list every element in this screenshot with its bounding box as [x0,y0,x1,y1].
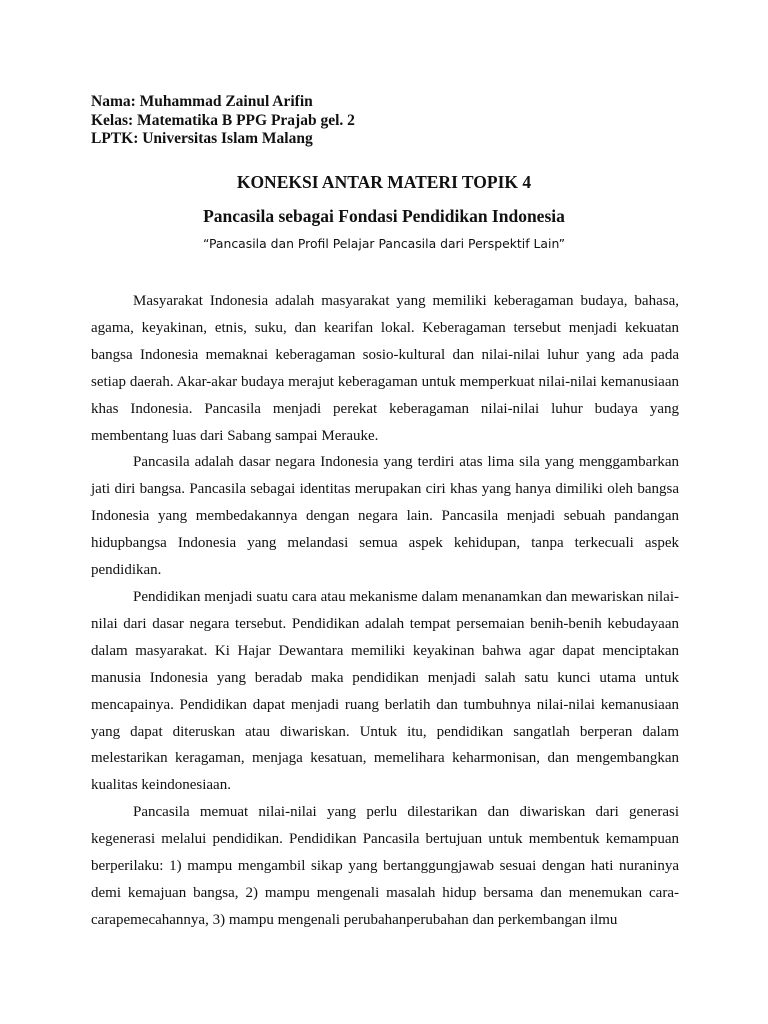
student-info [91,93,355,149]
document-quote: “Pancasila dan Profil Pelajar Pancasila dari Perspektif Lain” [202,236,566,251]
document-title: KONEKSI ANTAR MATERI TOPIK 4 [236,172,532,192]
document-subtitle: Pancasila sebagai Fondasi Pendidikan Indonesia [203,206,565,226]
paragraph: Pancasila adalah dasar negara Indonesia yang terdiri atas lima sila yang menggambarkan jati diri bangsa. Pancasila sebagai identitas merupakan ciri khas yang hanya dimiliki oleh bangsa Indonesia yang membedakannya dengan negara lain. Pancasila menjadi sebuah pandangan hidupbangsa Indonesia yang melandasi semua aspek kehidupan, tanpa terkecuali aspek pendidikan. [91,454,679,579]
paragraph: Pancasila memuat nilai-nilai yang perlu dilestarikan dan diwariskan dari generasi kegenerasi melalui pendidikan. Pendidikan Pancasila bertujuan untuk membentuk kemampuan berperilaku: 1) mampu mengambil sikap yang bertanggungjawab sesuai dengan hati nuraninya demi kemajuan bangsa, 2) mampu mengenali masalah hidup bersama dan menemukan cara-carapemecahannya, 3) mampu mengenali perubahanperubahan dan perkembangan ilmu [91,804,679,928]
student-class: Kelas: Matematika B PPG Prajab gel. 2 [91,111,355,129]
student-name: Nama: Muhammad Zainul Arifin [91,93,313,110]
student-lptk: LPTK: Universitas Islam Malang [91,130,313,147]
paragraph: Pendidikan menjadi suatu cara atau mekanisme dalam menanamkan dan mewariskan nilai-nilai dari dasar negara tersebut. Pendidikan adalah tempat persemaian benih-benih kebudayaan dalam masyarakat. Ki Hajar Dewantara memiliki keyakinan bahwa agar dapat menciptakan manusia Indonesia yang beradab maka pendidikan menjadi salah satu kunci utama untuk mencapainya. Pendidikan dapat menjadi ruang berlatih dan tumbuhnya nilai-nilai kemanusiaan yang dapat diteruskan atau diwariskan. Untuk itu, pendidikan sangatlah berperan dalam melestarikan keragaman, menjaga kesatuan, memelihara keharmonisan, dan mengembangkan kualitas keindonesiaan. [91,588,679,794]
paragraph: Masyarakat Indonesia adalah masyarakat yang memiliki keberagaman budaya, bahasa, agama, keyakinan, etnis, suku, dan kearifan lokal. Keberagaman tersebut menjadi kekuatan bangsa Indonesia memaknai keberagaman sosio-kultural dan nilai-nilai luhur yang ada pada setiap daerah. Akar-akar budaya merajut keberagaman untuk memperkuat nilai-nilai kemanusiaan khas Indonesia. Pancasila menjadi perekat keberagaman nilai-nilai luhur budaya yang membentang luas dari Sabang sampai Merauke. [91,293,679,444]
document-body [91,288,679,934]
